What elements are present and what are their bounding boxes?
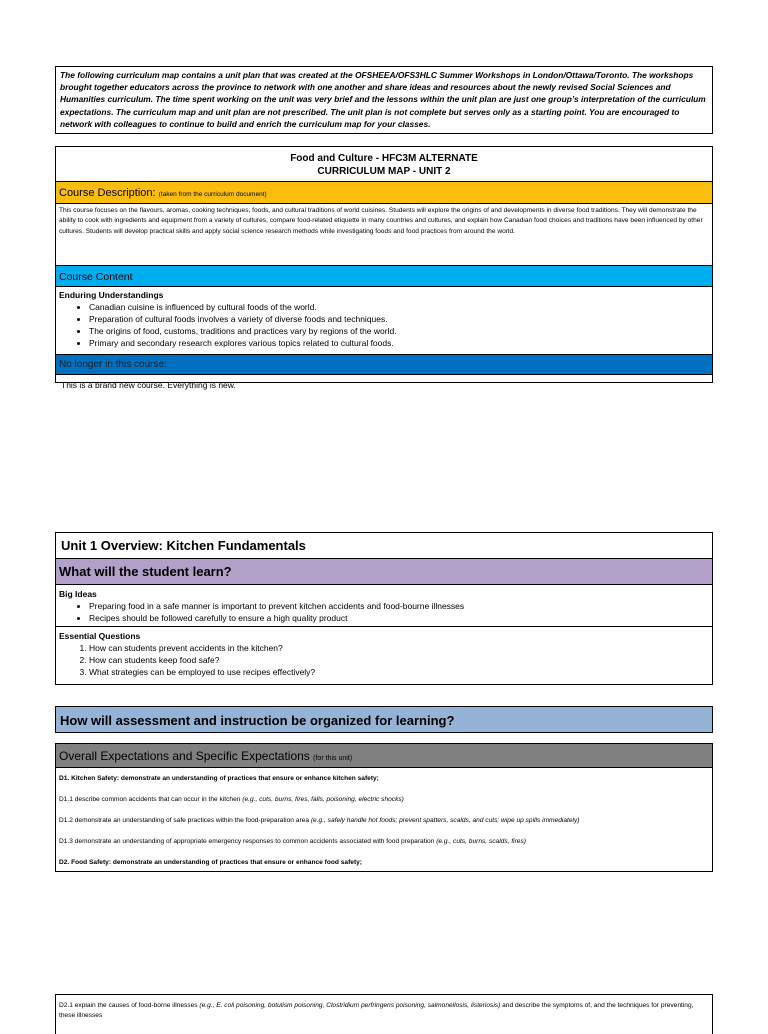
intro-notice — [55, 66, 713, 134]
expectation-d1: D1. Kitchen Safety: demonstrate an understanding of practices that ensure or enhance kitchen safety; — [59, 774, 379, 782]
essential-questions-section — [56, 627, 712, 681]
big-ideas-heading: Big Ideas — [59, 589, 97, 599]
expectation-d1-2 — [56, 810, 712, 831]
list-item: • Primary and secondary research explores various topics related to cultural foods. — [89, 337, 709, 349]
course-description-text: This course focuses on the flavours, aromas, cooking techniques, foods, and cultural traditions of world cuisines. Students will explore the origins of and developments in diverse food traditions. They will demonstrate the ability to cook with ingredients and equipment from a variety of cultures, compare food-related etiquette in many countries and cultures, and explain how Canadian food choices and traditions have been influenced by other cultures. Students will develop practical skills and apply social science research methods while investigating foods and food practices from around the world. — [59, 207, 703, 235]
learn-heading: What will the student learn? — [56, 559, 712, 585]
list-item: • The origins of food, customs, traditions and practices vary by regions of the world. — [89, 325, 709, 337]
expectations-box — [55, 743, 713, 872]
expectation-text: D2.1 explain the causes of food-borne illnesses — [59, 1002, 200, 1009]
expectations-band — [56, 744, 712, 768]
no-longer-band — [56, 355, 712, 375]
expectation-text-rest: and describe the symptoms of, and the techniques for preventing, these illnesses — [59, 1002, 694, 1019]
expectation-d2: D2. Food Safety: demonstrate an understanding of practices that ensure or enhance food safety; — [59, 858, 363, 866]
unit-title: Unit 1 Overview: Kitchen Fundamentals — [56, 533, 712, 559]
assessment-heading: How will assessment and instruction be organized for learning? — [55, 706, 713, 733]
expectation-examples: (e.g., cuts, burns, fires, falls, poisoning, electric shocks) — [242, 795, 404, 803]
expectation-text: D1.3 demonstrate an understanding of appropriate emergency responses to common accidents associated with food preparation — [59, 837, 435, 845]
expectation-examples: (e.g., safely handle hot foods; prevent spatters, scalds, and cuts; wipe up spills immediately) — [310, 816, 580, 824]
course-description-band — [56, 182, 712, 204]
course-description-note: (taken from the curriculum document) — [158, 191, 267, 198]
big-ideas-section — [56, 585, 712, 627]
expectation-d1-1 — [56, 789, 712, 810]
list-item: • Recipes should be followed carefully to ensure a high quality product — [89, 612, 709, 624]
expectations-label: Overall Expectations and Specific Expectations — [59, 749, 310, 763]
intro-text: The following curriculum map contains a unit plan that was created at the OFSHEEA/OFS3HLC Summer Workshops in London/Ottawa/Toronto. The workshops brought together educators across the province to network with one another and share ideas and resources about the newly revised Social Sciences and Humanities curriculum. The time spent working on the unit was very brief and the lessons within the unit plan are just one group’s interpretation of the curriculum expectations. The curriculum map and unit plan are not prescribed. The unit plan is not complete but serves only as a starting point. You are encouraged to network with colleagues to continue to build and enrich the curriculum map for your classes. — [60, 70, 706, 129]
list-item: • Preparing food in a safe manner is important to prevent kitchen accidents and food-bourne illnesses — [89, 600, 709, 612]
course-description-label: Course Description: — [59, 187, 156, 199]
course-content-band — [56, 265, 712, 287]
expectation-d2-1 — [55, 994, 713, 1034]
course-content-label: Course Content — [59, 271, 133, 283]
list-item: 2. How can students keep food safe? — [89, 654, 709, 666]
eq-list — [59, 642, 709, 678]
expectation-d1-3 — [56, 831, 712, 852]
expectation-examples: (e.g., cuts, burns, scalds, fires) — [436, 837, 526, 845]
list-item: 1. How can students prevent accidents in the kitchen? — [89, 642, 709, 654]
no-longer-text: This is a brand new course. Everything is new. — [61, 380, 236, 390]
unit-overview-box — [55, 532, 713, 685]
enduring-understandings — [56, 287, 712, 355]
no-longer-label: No longer in this course: — [59, 359, 167, 370]
expectation-text: D1.1 describe common accidents that can occur in the kitchen — [59, 795, 241, 803]
list-item: • Preparation of cultural foods involves a variety of diverse foods and techniques. — [89, 313, 709, 325]
expectation-examples: (e.g., E. coli poisoning, botulism poisoning, Clostridium perfringens poisoning, salmonellosis, listeriosis) — [199, 1002, 501, 1009]
eq-heading: Essential Questions — [59, 631, 141, 641]
expectations-note: (for this unit) — [313, 755, 353, 762]
eu-list — [59, 301, 709, 349]
expectation-text: D1.2 demonstrate an understanding of safe practices within the food-preparation area — [59, 816, 309, 824]
curriculum-title — [56, 147, 712, 182]
list-item: • Canadian cuisine is influenced by cultural foods of the world. — [89, 301, 709, 313]
list-item: 3. What strategies can be employed to use recipes effectively? — [89, 666, 709, 678]
course-title: Food and Culture - HFC3M ALTERNATE — [290, 153, 478, 164]
curriculum-header-box — [55, 146, 713, 390]
eu-heading: Enduring Understandings — [59, 290, 164, 300]
big-ideas-list — [59, 600, 709, 624]
map-subtitle: CURRICULUM MAP - UNIT 2 — [317, 166, 451, 177]
